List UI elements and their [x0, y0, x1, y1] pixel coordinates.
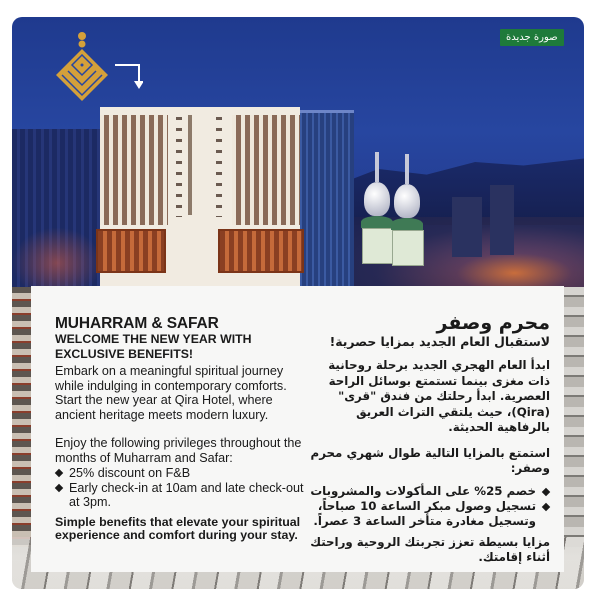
english-intro: Enjoy the following privileges throughout the months of Muharram and Safar:	[55, 436, 302, 465]
arabic-closing: مزايا بسيطة تعزز تجربتك الروحية وراحتك أثناء إقامتك.	[310, 534, 550, 564]
hotel-windows	[176, 117, 182, 217]
arrow-down-icon	[103, 62, 143, 92]
qira-hotel-building	[100, 107, 300, 297]
hotel-strip	[188, 115, 192, 215]
list-item	[55, 481, 305, 510]
hotel-base-left	[96, 229, 166, 273]
english-subtitle-1: WELCOME THE NEW YEAR WITH	[55, 332, 252, 346]
english-title: MUHARRAM & SAFAR	[55, 315, 219, 332]
list-item	[304, 484, 550, 499]
diamond-bullet-icon	[55, 483, 63, 491]
photo-edge-right	[562, 287, 584, 547]
english-body: Embark on a meaningful spiritual journey while indulging in contemporary comforts. Start the new year at Qira Hotel, where ancient heritage meets modern luxury.	[55, 364, 287, 422]
list-item	[304, 499, 550, 529]
english-subtitle-2: EXCLUSIVE BENEFITS!	[55, 347, 194, 361]
diamond-bullet-icon	[542, 487, 550, 495]
info-panel	[31, 286, 564, 572]
benefit-text: تسجيل وصول مبكر الساعة 10 صباحاً، وتسجيل مغادرة متأخر الساعة 3 عصراً.	[313, 498, 536, 528]
benefit-text: 25% discount on F&B	[69, 466, 191, 480]
photo-edge-left	[12, 287, 32, 547]
diamond-bullet-icon	[542, 502, 550, 510]
hotel-wing-left	[100, 115, 168, 225]
city-lights-left	[12, 227, 102, 287]
minaret	[364, 152, 390, 264]
arabic-column	[304, 312, 550, 565]
hotel-windows	[216, 117, 222, 217]
city-building	[452, 197, 482, 257]
english-benefits-list	[55, 466, 305, 510]
hotel-base-right	[218, 229, 304, 273]
english-column	[55, 316, 305, 543]
list-item	[55, 466, 305, 481]
arabic-body: ابدأ العام الهجري الجديد برحلة روحانية ذات مغزى بينما تستمتع بوسائل الراحة العصرية. ابدأ رحلتك من فندق "قرى" (Qira)، حيث يلتقي التراث العريق بالرفاهية الحديثة.	[328, 358, 550, 434]
arabic-subtitle: لاستقبال العام الجديد بمزايا حصرية!	[329, 334, 550, 349]
benefit-text: خصم 25% على المأكولات والمشروبات	[310, 483, 536, 498]
minaret	[394, 154, 420, 266]
qira-logo-icon	[54, 31, 110, 111]
city-building	[490, 185, 514, 255]
background-tower-right	[296, 110, 354, 303]
hotel-wing-right	[232, 115, 300, 225]
arabic-title: محرم وصفر	[436, 312, 550, 334]
english-closing: Simple benefits that elevate your spiritual experience and comfort during your stay.	[55, 514, 301, 542]
arabic-intro: استمتع بالمزايا التالية طوال شهري محرم وصفر:	[310, 445, 550, 475]
benefit-text: Early check-in at 10am and late check-out at 3pm.	[69, 480, 304, 509]
new-image-badge: صورة جديدة	[500, 29, 564, 46]
arabic-benefits-list	[304, 484, 550, 529]
diamond-bullet-icon	[55, 469, 63, 477]
